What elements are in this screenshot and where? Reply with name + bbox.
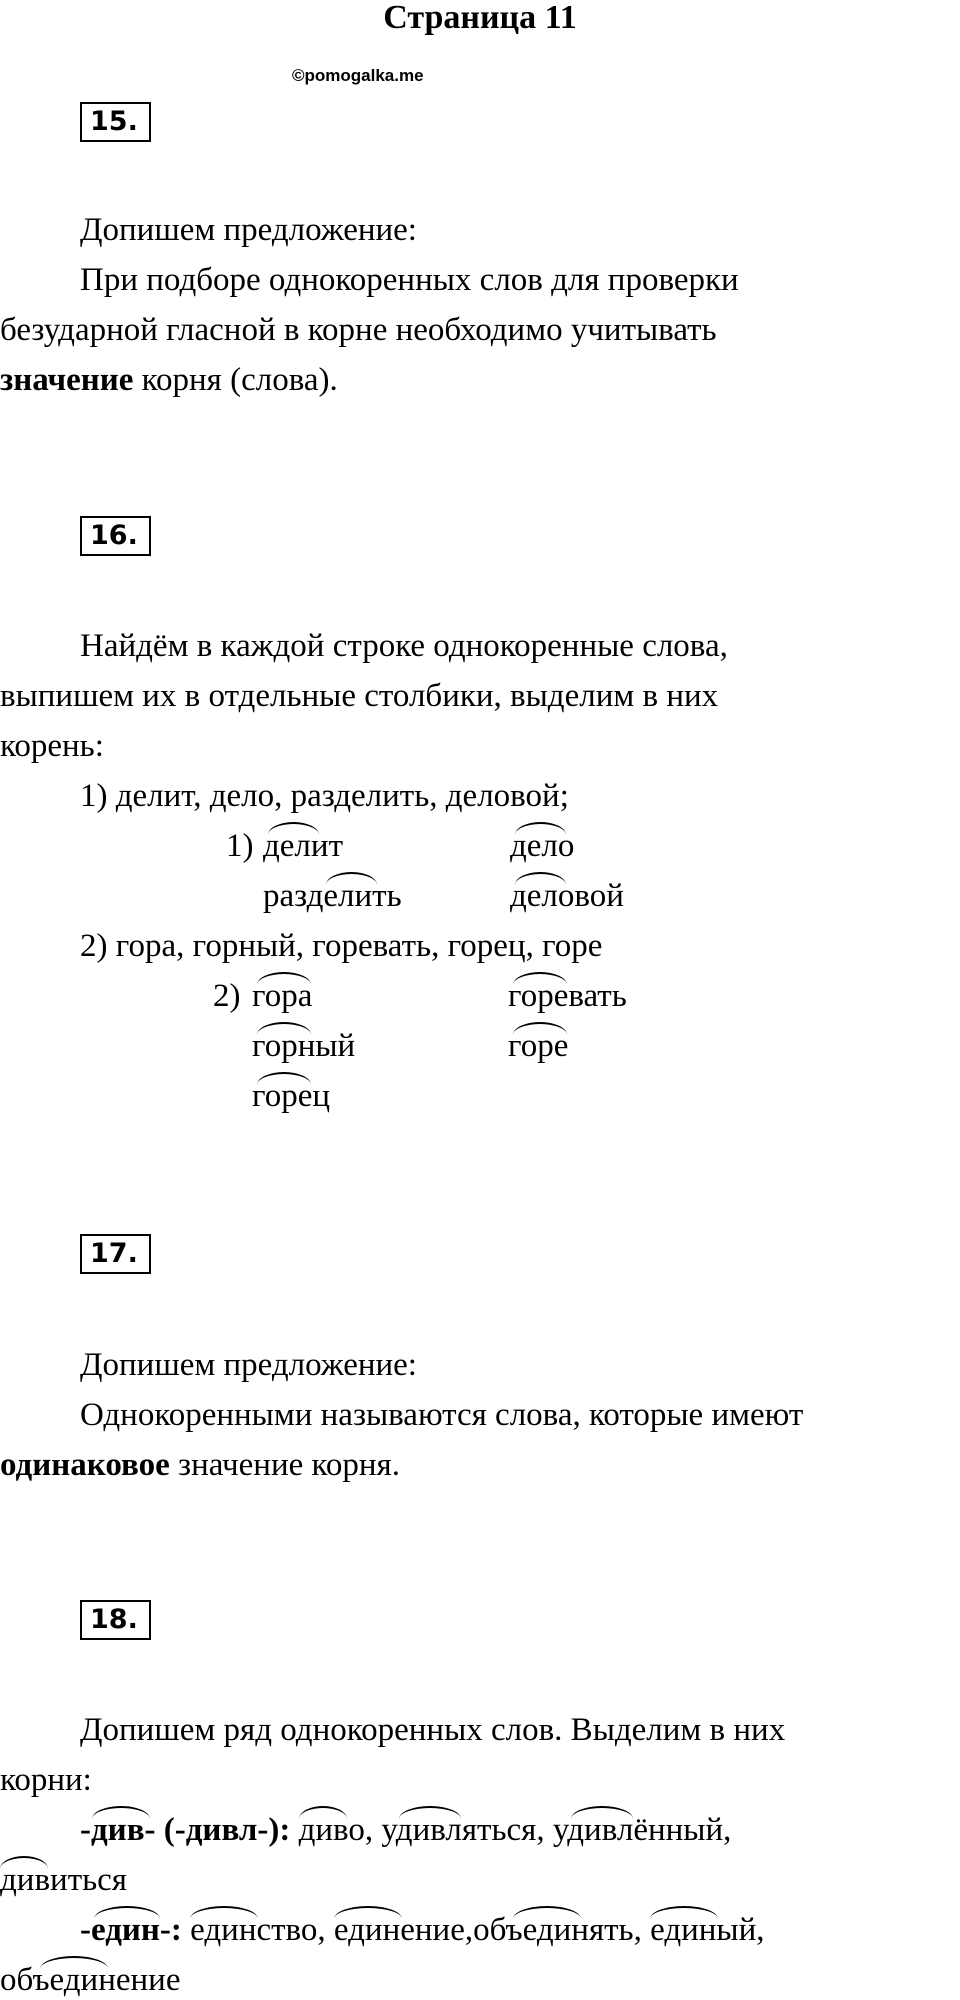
group-2-word-3: горный xyxy=(252,1026,355,1066)
root-1-row-continued xyxy=(0,1860,127,1900)
root-arc xyxy=(334,1906,402,1919)
task-15-line-3 xyxy=(0,360,338,400)
root-2-row xyxy=(80,1910,765,1950)
task-15-line-2: безударной гласной в корне необходимо учитывать xyxy=(0,312,717,348)
root-arc xyxy=(513,1022,567,1035)
task-17-intro: Допишем предложение: xyxy=(80,1347,417,1383)
separator: , xyxy=(317,1912,334,1948)
watermark: ©pomogalka.me xyxy=(292,66,424,85)
group-1-word-1: делит xyxy=(263,826,343,866)
task-16-row-1: 1) делит, дело, разделить, деловой; xyxy=(80,778,569,814)
group-1-label: 1) xyxy=(226,828,254,864)
root-1-row xyxy=(80,1810,731,1850)
root-arc xyxy=(650,1906,718,1919)
task-16-row-2: 2) гора, горный, горевать, горец, горе xyxy=(80,928,603,964)
task-16-line-3: корень: xyxy=(0,728,104,764)
root-2-word-1: единство xyxy=(190,1910,317,1950)
separator: , xyxy=(633,1912,651,1948)
task-17-line-1: Однокоренными называются слова, которые имеют xyxy=(80,1397,804,1433)
root-2-row-continued xyxy=(0,1960,180,2000)
task-18-line-2: корни: xyxy=(0,1762,92,1798)
task-17-line-2 xyxy=(0,1445,400,1485)
group-2-word-2: горевать xyxy=(508,976,627,1016)
root-arc xyxy=(513,972,567,985)
root-2-word-5: объединение xyxy=(0,1960,180,2000)
group-1-word-2: дело xyxy=(510,826,574,866)
task-15-bold-word: значение xyxy=(0,362,134,398)
root-arc xyxy=(326,872,377,885)
group-2-word-4: горе xyxy=(508,1026,568,1066)
root-arc xyxy=(515,822,566,835)
root-2-word-3: объединять xyxy=(473,1910,634,1950)
root-arc xyxy=(190,1906,258,1919)
task-18-line-1: Допишем ряд однокоренных слов. Выделим в них xyxy=(80,1712,786,1748)
root-arc xyxy=(0,1856,48,1869)
root-1-word-3: удивлённый xyxy=(553,1810,723,1850)
root-arc xyxy=(257,972,311,985)
task-16-number: 16. xyxy=(80,516,151,556)
root-arc xyxy=(399,1806,461,1819)
task-16-line-2: выпишем их в отдельные столбики, выделим в них xyxy=(0,678,719,714)
root-1-word-1: диво xyxy=(299,1810,365,1850)
root-2-word-4: единый xyxy=(650,1910,756,1950)
group-2-word-5: горец xyxy=(252,1076,330,1116)
task-17-number: 17. xyxy=(80,1234,151,1274)
root-arc xyxy=(257,1072,311,1085)
task-16-line-1: Найдём в каждой строке однокоренные слова, xyxy=(80,628,728,664)
group-1-word-3: разделить xyxy=(263,876,402,916)
task-17-bold-word: одинаковое xyxy=(0,1447,170,1483)
task-15-line-1: При подборе однокоренных слов для проверки xyxy=(80,262,739,298)
root-1-word-4: дивиться xyxy=(0,1860,127,1900)
root-arc xyxy=(515,872,566,885)
group-2-word-1: гора xyxy=(252,976,312,1016)
task-17-line-2-rest: значение корня. xyxy=(169,1447,400,1483)
root-arc xyxy=(92,1806,150,1819)
root-arc xyxy=(299,1806,347,1819)
root-2-label: -един-: xyxy=(80,1910,182,1950)
task-15-line-3-rest: корня (слова). xyxy=(133,362,338,398)
root-arc xyxy=(513,1906,581,1919)
task-15-intro: Допишем предложение: xyxy=(80,212,417,248)
group-1-word-4: деловой xyxy=(510,876,624,916)
root-arc xyxy=(40,1956,108,1969)
task-15-number: 15. xyxy=(80,102,151,142)
root-arc xyxy=(268,822,319,835)
root-arc xyxy=(257,1022,311,1035)
root-arc xyxy=(571,1806,633,1819)
separator: , xyxy=(723,1812,732,1848)
root-1-word-2: удивляться xyxy=(381,1810,536,1850)
separator: , xyxy=(756,1912,765,1948)
page-title: Страница 11 xyxy=(383,0,577,36)
separator: , xyxy=(464,1912,474,1948)
separator: , xyxy=(536,1812,553,1848)
separator: , xyxy=(364,1812,382,1848)
root-1-label: -див- (-дивл-): xyxy=(80,1810,290,1850)
root-arc xyxy=(94,1906,160,1919)
root-2-word-2: единение xyxy=(334,1910,465,1950)
task-18-number: 18. xyxy=(80,1600,151,1640)
group-2-label: 2) xyxy=(213,978,241,1014)
